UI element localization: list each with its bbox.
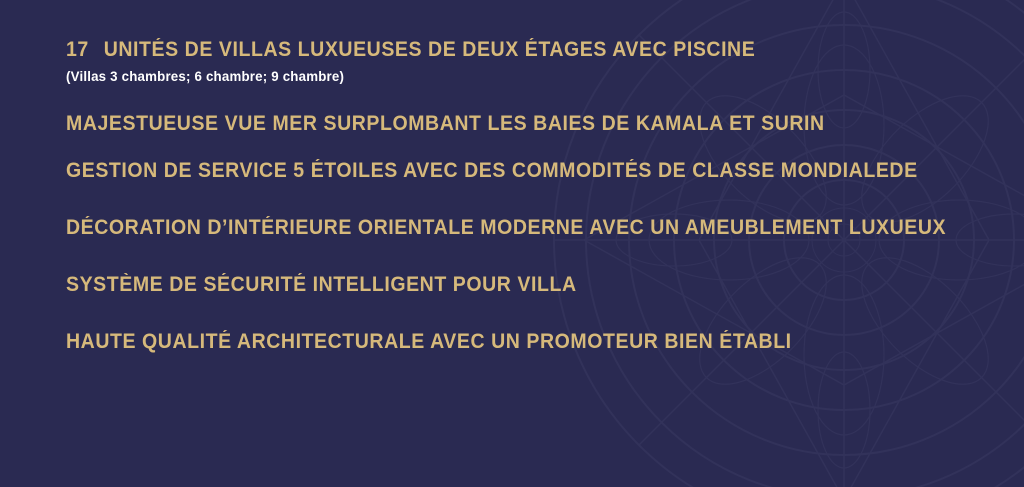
feature-headline: MAJESTUEUSE VUE MER SURPLOMBANT LES BAIES DE KAMALA ET SURIN [66, 112, 825, 136]
list-item [66, 330, 1024, 353]
list-item [66, 273, 1024, 296]
list-item [66, 38, 1024, 84]
feature-count: 17 [66, 38, 89, 61]
list-item [66, 112, 1024, 135]
list-item [66, 216, 1024, 239]
feature-headline [66, 38, 957, 61]
feature-headline: DÉCORATION D’INTÉRIEURE ORIENTALE MODERNE AVEC UN AMEUBLEMENT LUXUEUX [66, 216, 947, 240]
feature-headline: HAUTE QUALITÉ ARCHITECTURALE AVEC UN PROMOTEUR BIEN ÉTABLI [66, 330, 792, 354]
feature-headline: SYSTÈME DE SÉCURITÉ INTELLIGENT POUR VILLA [66, 273, 577, 297]
feature-text: UNITÉS DE VILLAS LUXUEUSES DE DEUX ÉTAGES AVEC PISCINE [103, 38, 756, 61]
list-item [66, 159, 1024, 182]
feature-subtext: (Villas 3 chambres; 6 chambre; 9 chambre) [66, 68, 345, 85]
feature-headline: GESTION DE SERVICE 5 ÉTOILES AVEC DES COMMODITÉS DE CLASSE MONDIALEDE [66, 159, 918, 183]
